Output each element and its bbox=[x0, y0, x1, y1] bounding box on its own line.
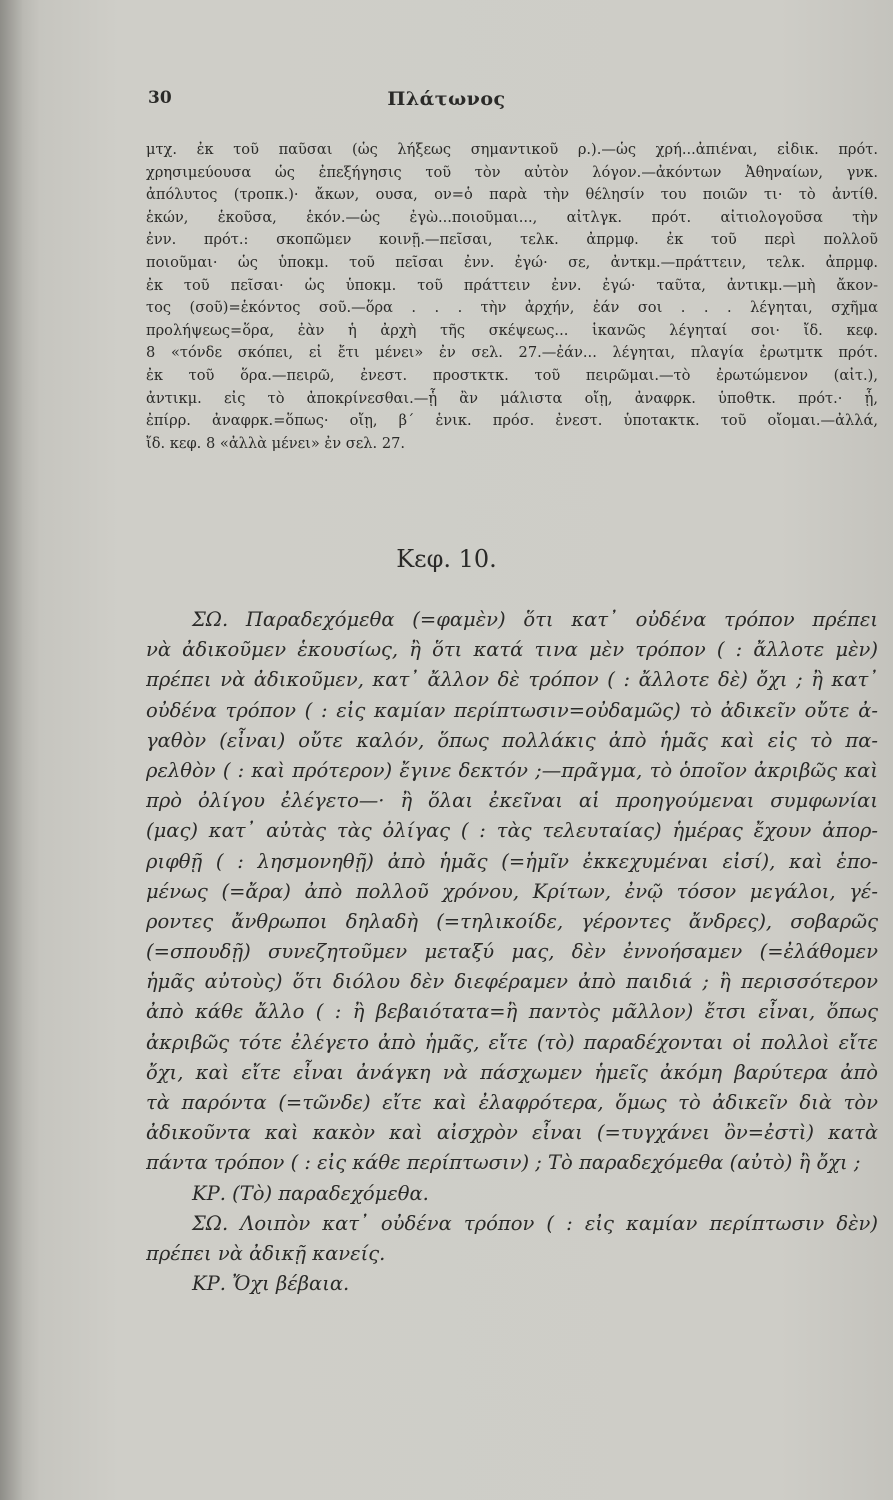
dialogue-line: ΣΩ. Λοιπὸν κατ᾽ οὐδένα τρόπον ( : εἰς καμίαν περίπτωσιν δὲν) bbox=[192, 1211, 878, 1235]
dialogue-line: ἀκριβῶς τότε ἐλέγετο ἀπὸ ἡμᾶς, εἴτε (τὸ) παραδέχονται οἱ πολλοὶ εἴτε bbox=[146, 1030, 878, 1054]
dialogue-line: ἀπὸ κάθε ἄλλο ( : ἢ βεβαιότατα=ἢ παντὸς μᾶλλον) ἔτσι εἶναι, ὅπως bbox=[146, 1000, 878, 1024]
note-line: χρησιμεύουσα ὡς ἐπεξήγησις τοῦ τὸν αὐτὸν λόγον.—ἀκόντων Ἀθηναίων, γνκ. bbox=[146, 163, 878, 181]
dialogue-line: (=σπουδῇ) συνεζητοῦμεν μεταξύ μας, δὲν ἐννοήσαμεν (=ἐλάθομεν bbox=[146, 940, 878, 964]
running-title: Πλάτωνος bbox=[387, 88, 506, 110]
dialogue-line: ἡμᾶς αὐτοὺς) ὅτι διόλου δὲν διεφέραμεν ἀπὸ παιδιά ; ἢ περισσότερον bbox=[146, 970, 878, 994]
note-line: 8 «τόνδε σκόπει, εἰ ἔτι μένει» ἐν σελ. 27.—ἐάν... λέγηται, πλαγία ἐρωτμτκ πρότ. bbox=[146, 344, 878, 362]
page-number: 30 bbox=[148, 88, 172, 108]
dialogue-line: ἀδικοῦντα καὶ κακὸν καὶ αἰσχρὸν εἶναι (=τυγχάνει ὂν=ἐστὶ) κατὰ bbox=[146, 1121, 878, 1145]
dialogue-line: τὰ παρόντα (=τῶνδε) εἴτε καὶ ἐλαφρότερα, ὅμως τὸ ἀδικεῖν διὰ τὸν bbox=[146, 1091, 878, 1114]
dialogue-line: ρελθὸν ( : καὶ πρότερον) ἔγινε δεκτόν ;—πρᾶγμα, τὸ ὁποῖον ἀκριβῶς καὶ bbox=[146, 758, 878, 782]
commentary-notes bbox=[146, 139, 878, 455]
dialogue-line: ΚΡ. (Τὸ) παραδεχόμεθα. bbox=[192, 1181, 429, 1205]
dialogue-line: πρέπει νὰ ἀδικῇ κανείς. bbox=[146, 1241, 386, 1265]
note-line: τος (σοῦ)=ἑκόντος σοῦ.—ὅρα . . . τὴν ἀρχήν, ἐάν σοι . . . λέγηται, σχῆμα bbox=[146, 299, 878, 317]
note-line: ἴδ. κεφ. 8 «ἀλλὰ μένει» ἐν σελ. 27. bbox=[146, 434, 406, 452]
note-line: ἀπόλυτος (τροπκ.)· ἄκων, ουσα, ον=ὁ παρὰ τὴν θέλησίν του ποιῶν τι· τὸ ἀντίθ. bbox=[146, 186, 878, 204]
dialogue-line: (μας) κατ᾽ αὐτὰς τὰς ὀλίγας ( : τὰς τελευταίας) ἡμέρας ἔχουν ἀπορ- bbox=[146, 819, 878, 843]
note-line: μτχ. ἐκ τοῦ παῦσαι (ὡς λήξεως σημαντικοῦ ρ.).—ὡς χρή...ἀπιέναι, εἰδικ. πρότ. bbox=[146, 141, 878, 158]
dialogue-line: πάντα τρόπον ( : εἰς κάθε περίπτωσιν) ; Τὸ παραδεχόμεθα (αὐτὸ) ἢ ὄχι ; bbox=[146, 1151, 861, 1175]
dialogue-line: ΣΩ. Παραδεχόμεθα (=φαμὲν) ὅτι κατ᾽ οὐδένα τρόπον πρέπει bbox=[192, 608, 878, 631]
note-line: ἐκ τοῦ ὅρα.—πειρῶ, ἐνεστ. προστκτκ. τοῦ πειρῶμαι.—τὸ ἐρωτώμενον (αἰτ.), bbox=[146, 366, 878, 384]
chapter-heading: Κεφ. 10. bbox=[396, 545, 497, 573]
dialogue-line: πρὸ ὀλίγου ἐλέγετο—· ἢ ὅλαι ἐκεῖναι αἱ προηγούμεναι συμφωνίαι bbox=[146, 789, 878, 813]
note-line: ἐκ τοῦ πεῖσαι· ὡς ὑποκμ. τοῦ πράττειν ἐνν. ἐγώ· ταῦτα, ἀντικμ.—μὴ ἄκον- bbox=[146, 276, 878, 294]
note-line: ἑκών, ἑκοῦσα, ἑκόν.—ὡς ἐγὼ...ποιοῦμαι..., αἰτλγκ. πρότ. αἰτιολογοῦσα τὴν bbox=[146, 208, 878, 226]
note-line: προλήψεως=ὅρα, ἐὰν ἡ ἀρχὴ τῆς σκέψεως... ἱκανῶς λέγηταί σοι· ἴδ. κεφ. bbox=[146, 321, 878, 339]
note-line: ἀντικμ. εἰς τὸ ἀποκρίνεσθαι.—ᾗ ἂν μάλιστα οἴῃ, ἀναφρκ. ὑποθτκ. πρότ.· ᾗ, bbox=[146, 389, 878, 407]
note-line: ἐπίρρ. ἀναφρκ.=ὅπως· οἴῃ, β΄ ἑνικ. πρόσ. ἐνεστ. ὑποτακτκ. τοῦ οἴομαι.—ἀλλά, bbox=[146, 412, 878, 430]
dialogue-line: ριφθῇ ( : λησμονηθῇ) ἀπὸ ἡμᾶς (=ἡμῖν ἐκκεχυμέναι εἰσί), καὶ ἑπο- bbox=[146, 849, 878, 873]
dialogue-line: μένως (=ἄρα) ἀπὸ πολλοῦ χρόνου, Κρίτων, ἐνῷ τόσον μεγάλοι, γέ- bbox=[146, 879, 878, 903]
dialogue-line: ΚΡ. Ὄχι βέβαια. bbox=[192, 1272, 350, 1296]
dialogue-line: πρέπει νὰ ἀδικοῦμεν, κατ᾽ ἄλλον δὲ τρόπον ( : ἄλλοτε δὲ) ὄχι ; ἢ κατ᾽ bbox=[146, 668, 878, 692]
dialogue-text bbox=[146, 605, 878, 1299]
dialogue-line: ροντες ἄνθρωποι δηλαδὴ (=τηλικοίδε, γέροντες ἄνδρες), σοβαρῶς bbox=[146, 909, 878, 933]
dialogue-line: νὰ ἀδικοῦμεν ἑκουσίως, ἢ ὅτι κατά τινα μὲν τρόπον ( : ἄλλοτε μὲν) bbox=[146, 638, 878, 662]
note-line: ποιοῦμαι· ὡς ὑποκμ. τοῦ πεῖσαι ἐνν. ἐγώ· σε, ἀντκμ.—πράττειν, τελκ. ἀπρμφ. bbox=[146, 253, 878, 271]
page-header bbox=[0, 88, 893, 118]
page-gutter-shadow bbox=[0, 0, 22, 1500]
dialogue-line: οὐδένα τρόπον ( : εἰς καμίαν περίπτωσιν=οὐδαμῶς) τὸ ἀδικεῖν οὔτε ἀ- bbox=[146, 698, 878, 722]
dialogue-line: γαθὸν (εἶναι) οὔτε καλόν, ὅπως πολλάκις ἀπὸ ἡμᾶς καὶ εἰς τὸ πα- bbox=[146, 728, 878, 752]
dialogue-line: ὄχι, καὶ εἴτε εἶναι ἀνάγκη νὰ πάσχωμεν ἡμεῖς ἀκόμη βαρύτερα ἀπὸ bbox=[146, 1060, 878, 1084]
note-line: ἐνν. πρότ.: σκοπῶμεν κοινῇ.—πεῖσαι, τελκ. ἀπρμφ. ἐκ τοῦ περὶ πολλοῦ bbox=[146, 231, 878, 249]
